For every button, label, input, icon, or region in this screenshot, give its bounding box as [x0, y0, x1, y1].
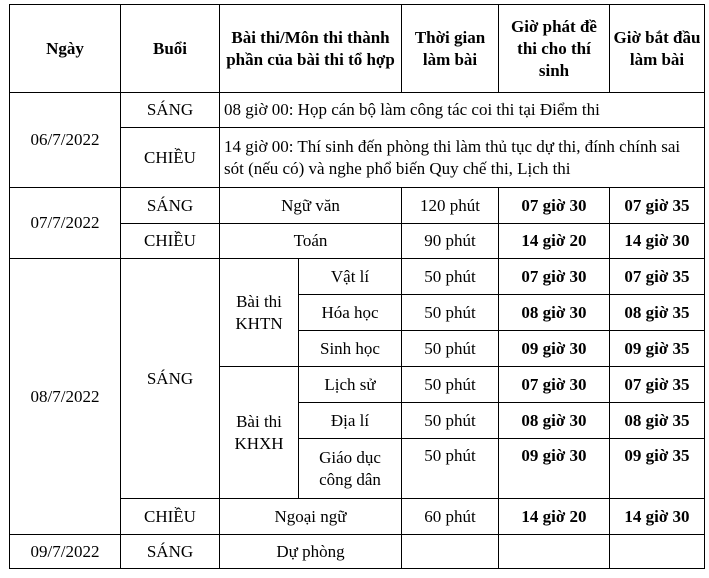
start-time-cell: 14 giờ 30 [610, 499, 705, 535]
duration-cell [402, 535, 499, 569]
duration-cell: 90 phút [402, 224, 499, 259]
session-cell: CHIỀU [121, 224, 220, 259]
session-cell: SÁNG [121, 93, 220, 128]
table-row [10, 188, 705, 224]
subject-cell: Sinh học [299, 331, 402, 367]
start-time-cell: 08 giờ 35 [610, 295, 705, 331]
start-time-cell: 07 giờ 35 [610, 259, 705, 295]
table-row [10, 259, 705, 295]
header-thoigian: Thời gian làm bài [402, 5, 499, 93]
subject-cell: Ngoại ngữ [220, 499, 402, 535]
header-giobatdau: Giờ bắt đầu làm bài [610, 5, 705, 93]
start-time-cell: 09 giờ 35 [610, 331, 705, 367]
distribute-time-cell: 08 giờ 30 [499, 403, 610, 439]
header-row [10, 5, 705, 93]
start-time-cell: 07 giờ 35 [610, 367, 705, 403]
subject-cell: Giáo dục công dân [299, 439, 402, 499]
subject-cell: Vật lí [299, 259, 402, 295]
subject-cell: Ngữ văn [220, 188, 402, 224]
duration-cell: 50 phút [402, 331, 499, 367]
date-cell: 08/7/2022 [10, 259, 121, 535]
duration-cell: 50 phút [402, 403, 499, 439]
subject-cell: Hóa học [299, 295, 402, 331]
distribute-time-cell: 07 giờ 30 [499, 259, 610, 295]
subject-cell: Lịch sử [299, 367, 402, 403]
exam-schedule-table [9, 4, 705, 569]
distribute-time-cell: 08 giờ 30 [499, 295, 610, 331]
duration-cell: 50 phút [402, 439, 499, 499]
distribute-time-cell: 09 giờ 30 [499, 439, 610, 499]
group-cell: Bài thi KHXH [220, 367, 299, 499]
duration-cell: 120 phút [402, 188, 499, 224]
start-time-cell: 07 giờ 35 [610, 188, 705, 224]
distribute-time-cell: 07 giờ 30 [499, 367, 610, 403]
table-row [10, 93, 705, 128]
start-time-cell: 09 giờ 35 [610, 439, 705, 499]
session-cell: SÁNG [121, 188, 220, 224]
note-cell: 14 giờ 00: Thí sinh đến phòng thi làm thủ tục dự thi, đính chính sai sót (nếu có) và nghe phổ biến Quy chế thi, Lịch thi [220, 128, 705, 188]
note-cell: 08 giờ 00: Họp cán bộ làm công tác coi thi tại Điểm thi [220, 93, 705, 128]
duration-cell: 50 phút [402, 259, 499, 295]
header-giophat: Giờ phát đề thi cho thí sinh [499, 5, 610, 93]
distribute-time-cell: 07 giờ 30 [499, 188, 610, 224]
session-cell: SÁNG [121, 535, 220, 569]
group-cell: Bài thi KHTN [220, 259, 299, 367]
duration-cell: 50 phút [402, 367, 499, 403]
header-buoi: Buổi [121, 5, 220, 93]
session-cell: SÁNG [121, 259, 220, 499]
distribute-time-cell: 14 giờ 20 [499, 224, 610, 259]
session-cell: CHIỀU [121, 128, 220, 188]
start-time-cell [610, 535, 705, 569]
duration-cell: 50 phút [402, 295, 499, 331]
distribute-time-cell [499, 535, 610, 569]
subject-cell: Dự phòng [220, 535, 402, 569]
session-cell: CHIỀU [121, 499, 220, 535]
header-ngay: Ngày [10, 5, 121, 93]
start-time-cell: 14 giờ 30 [610, 224, 705, 259]
date-cell: 09/7/2022 [10, 535, 121, 569]
duration-cell: 60 phút [402, 499, 499, 535]
distribute-time-cell: 14 giờ 20 [499, 499, 610, 535]
subject-cell: Toán [220, 224, 402, 259]
distribute-time-cell: 09 giờ 30 [499, 331, 610, 367]
date-cell: 07/7/2022 [10, 188, 121, 259]
date-cell: 06/7/2022 [10, 93, 121, 188]
subject-cell: Địa lí [299, 403, 402, 439]
start-time-cell: 08 giờ 35 [610, 403, 705, 439]
header-mon: Bài thi/Môn thi thành phần của bài thi tổ hợp [220, 5, 402, 93]
table-row [10, 535, 705, 569]
